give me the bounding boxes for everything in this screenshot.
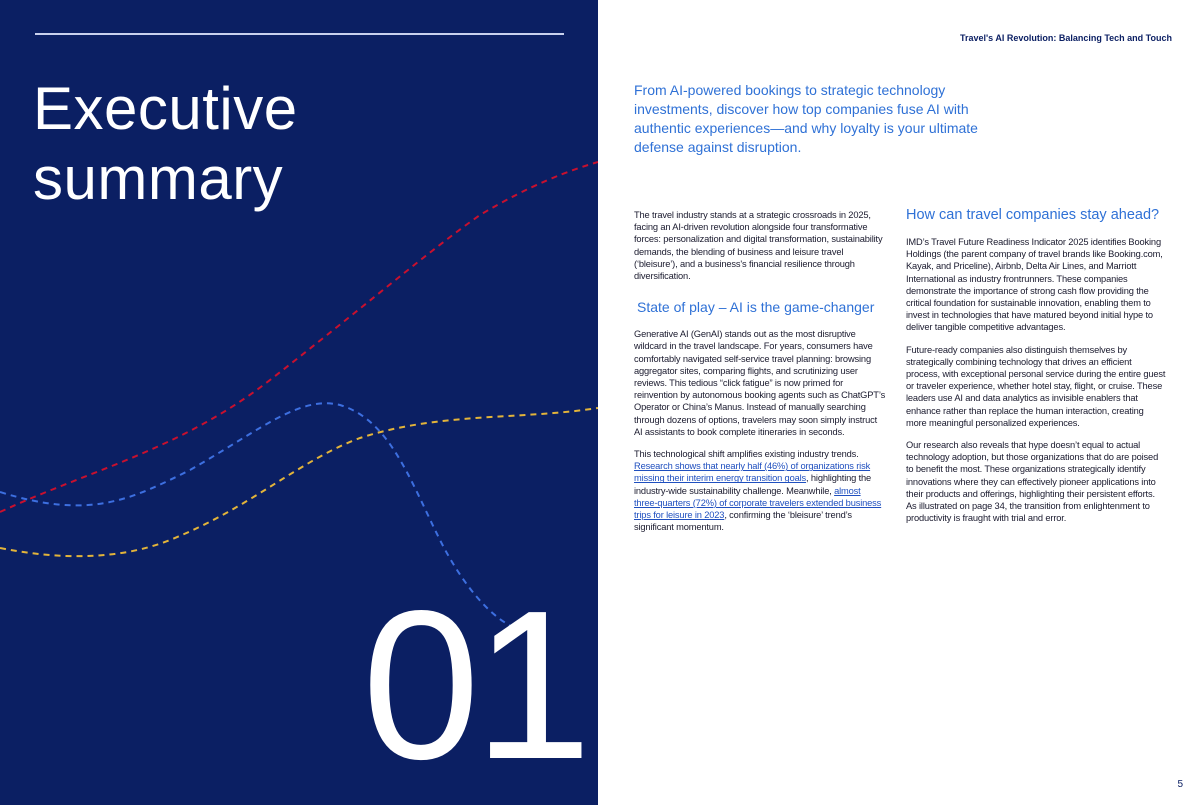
text-column-2: [906, 209, 1166, 534]
trends-text-middle: , highlighting the industry-wide sustainability challenge. Meanwhile,: [634, 473, 872, 496]
yellow-wave-line: [0, 408, 598, 556]
future-ready-paragraph: Future-ready companies also distinguish themselves by strategically combining technology that drives an efficient process, with exceptional personal service during the entire guest or traveler experience, whether hotel stay, flight, or cruise. These leaders use AI and data analytics as invisible enablers that enhance rather than replace the human interaction, creating more meaningful personalized experiences.: [906, 344, 1166, 428]
section-heading-state-of-play: State of play – AI is the game-changer: [637, 299, 875, 316]
running-header: Travel's AI Revolution: Balancing Tech and Touch: [959, 33, 1172, 43]
chapter-number: 01: [362, 566, 586, 803]
cover-panel: [0, 0, 598, 805]
trends-paragraph: [634, 448, 886, 533]
trends-text-end: , confirming the ‘bleisure’ trend’s significant momentum.: [634, 510, 852, 533]
research-link[interactable]: Research shows that nearly half (46%) of organizations risk missing their interim energy transition goals: [634, 461, 871, 484]
section-heading-stay-ahead: How can travel companies stay ahead?: [906, 207, 1160, 223]
opening-paragraph: The travel industry stands at a strategic crossroads in 2025, facing an AI-driven revolution alongside four transformative forces: personalization and digital transformation, sustainability demands, the blending of business and leisure travel (‘bleisure’), and a business's financial resilience through diversification.: [634, 210, 883, 282]
text-column-1: [634, 209, 886, 543]
trends-text-start: This technological shift amplifies existing industry trends.: [634, 449, 859, 460]
genai-paragraph: Generative AI (GenAI) stands out as the most disruptive wildcard in the travel landscape. For years, consumers have comfortably navigated self-service travel planning: browsing aggregator sites, comparing flights, and scrutinizing user reviews. This tedious “click fatigue” is now primed for reinvention by autonomous booking agents such as ChatGPT’s Operator or China’s Manus. Instead of manually searching through dozens of options, travelers may soon simply instruct AI assistants to book complete itineraries in seconds.: [634, 329, 886, 437]
research-findings-paragraph: Our research also reveals that hype doesn’t equal to actual technology adoption, but those organizations that do are poised to benefit the most. These organizations strategically identify innovations where they can effectively pioneer applications into their products and offerings, highlighting their persistent efforts. As illustrated on page 34, the transition from enlightenment to productivity is fraught with trial and error.: [906, 440, 1159, 524]
frontrunners-paragraph: IMD’s Travel Future Readiness Indicator 2025 identifies Booking Holdings (the parent company of travel brands like Booking.com, Kayak, and Priceline), Airbnb, Delta Air Lines, and Marriott International as industry frontrunners. These companies demonstrate the importance of strong cash flow providing the critical foundation for sustainable innovation, enabling them to invest in technologies that have matured beyond initial hype to deliver tangible competitive advantages.: [906, 237, 1163, 333]
intro-text: From AI-powered bookings to strategic technology investments, discover how top companies fuse AI with authentic experiences—and why loyalty is your ultimate defense against disruption.: [634, 82, 978, 155]
bleisure-stat-link[interactable]: almost three-quarters (72%) of corporate travelers extended business trips for leisure in 2023: [634, 485, 882, 521]
red-wave-line: [0, 162, 598, 512]
page-number: 5: [1177, 779, 1183, 790]
title-line-1: Executive: [33, 75, 298, 142]
title-line-2: summary: [33, 145, 284, 212]
